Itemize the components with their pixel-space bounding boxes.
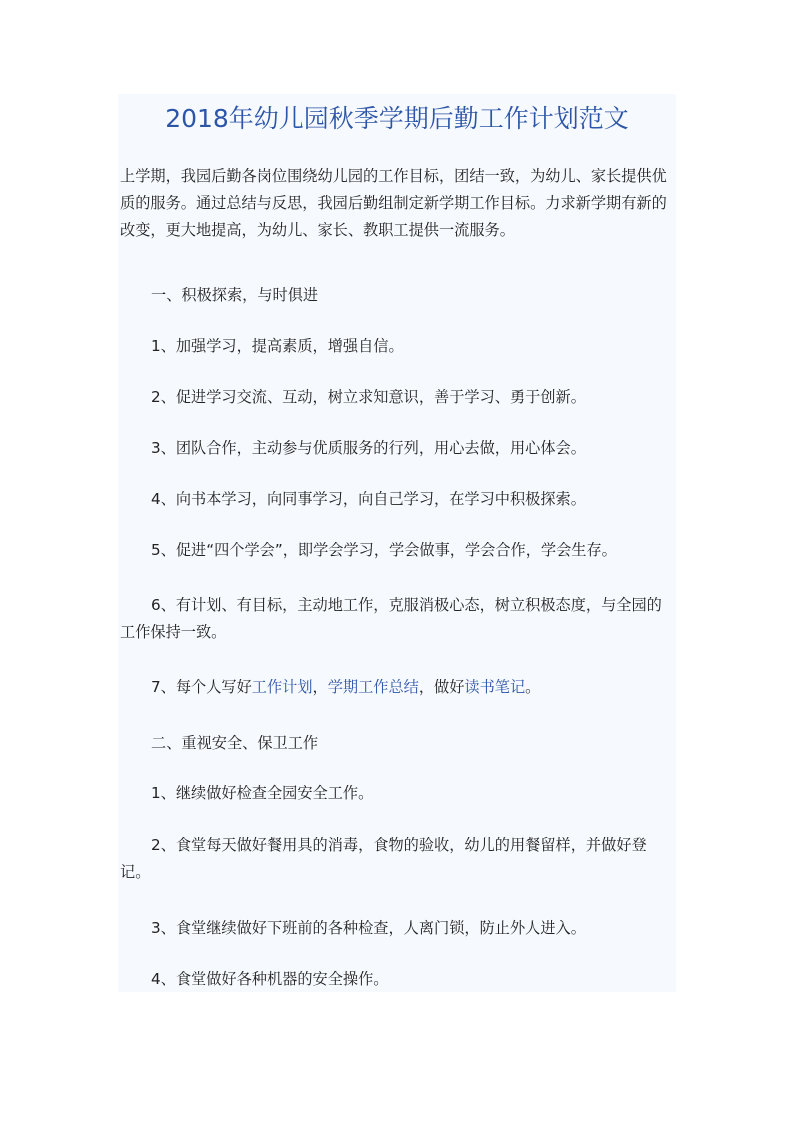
section-2-item-1: 1、继续做好检查全园安全工作。 <box>151 784 374 802</box>
section-1-item-6: 6、有计划、有目标，主动地工作，克服消极心态，树立积极态度，与全园的工作保持一致。 <box>120 596 662 641</box>
section-1-item-5: 5、促进“四个学会”，即学会学习，学会做事，学会合作，学会生存。 <box>151 541 617 559</box>
section-2-heading: 二、重视安全、保卫工作 <box>151 734 319 752</box>
section-2-item-2: 2、食堂每天做好餐用具的消毒，食物的验收，幼儿的用餐留样，并做好登记。 <box>120 836 647 881</box>
item-7-separator: ， <box>312 678 328 696</box>
document-title: 2018年幼儿园秋季学期后勤工作计划范文 <box>165 104 629 133</box>
section-1-item-2: 2、促进学习交流、互动，树立求知意识，善于学习、勇于创新。 <box>151 388 586 406</box>
section-1-item-3: 3、团队合作，主动参与优质服务的行列，用心去做，用心体会。 <box>151 439 586 457</box>
section-1-item-7 <box>120 674 674 701</box>
work-plan-link[interactable]: 工作计划 <box>251 678 313 696</box>
section-1-item-4: 4、向书本学习，向同事学习，向自己学习，在学习中积极探索。 <box>151 490 586 508</box>
intro-paragraph: 上学期，我园后勤各岗位围绕幼儿园的工作目标，团结一致，为幼儿、家长提供优质的服务。通过总结与反思，我园后勤组制定新学期工作目标。力求新学期有新的改变，更大地提高，为幼儿、家长、教职工提供一流服务。 <box>120 167 667 239</box>
section-1-heading: 一、积极探索，与时俱进 <box>151 286 319 304</box>
section-2-item-4: 4、食堂做好各种机器的安全操作。 <box>151 970 389 988</box>
document-panel <box>118 94 676 992</box>
item-7-suffix: 。 <box>525 678 541 696</box>
section-1-item-1: 1、加强学习，提高素质，增强自信。 <box>151 337 404 355</box>
reading-notes-link[interactable]: 读书笔记 <box>464 678 526 696</box>
semester-summary-link[interactable]: 学期工作总结 <box>327 678 419 696</box>
item-7-prefix: 7、每个人写好 <box>151 678 252 696</box>
section-2-item-3: 3、食堂继续做好下班前的各种检查，人离门锁，防止外人进入。 <box>151 919 586 937</box>
item-7-middle: ，做好 <box>418 678 465 696</box>
